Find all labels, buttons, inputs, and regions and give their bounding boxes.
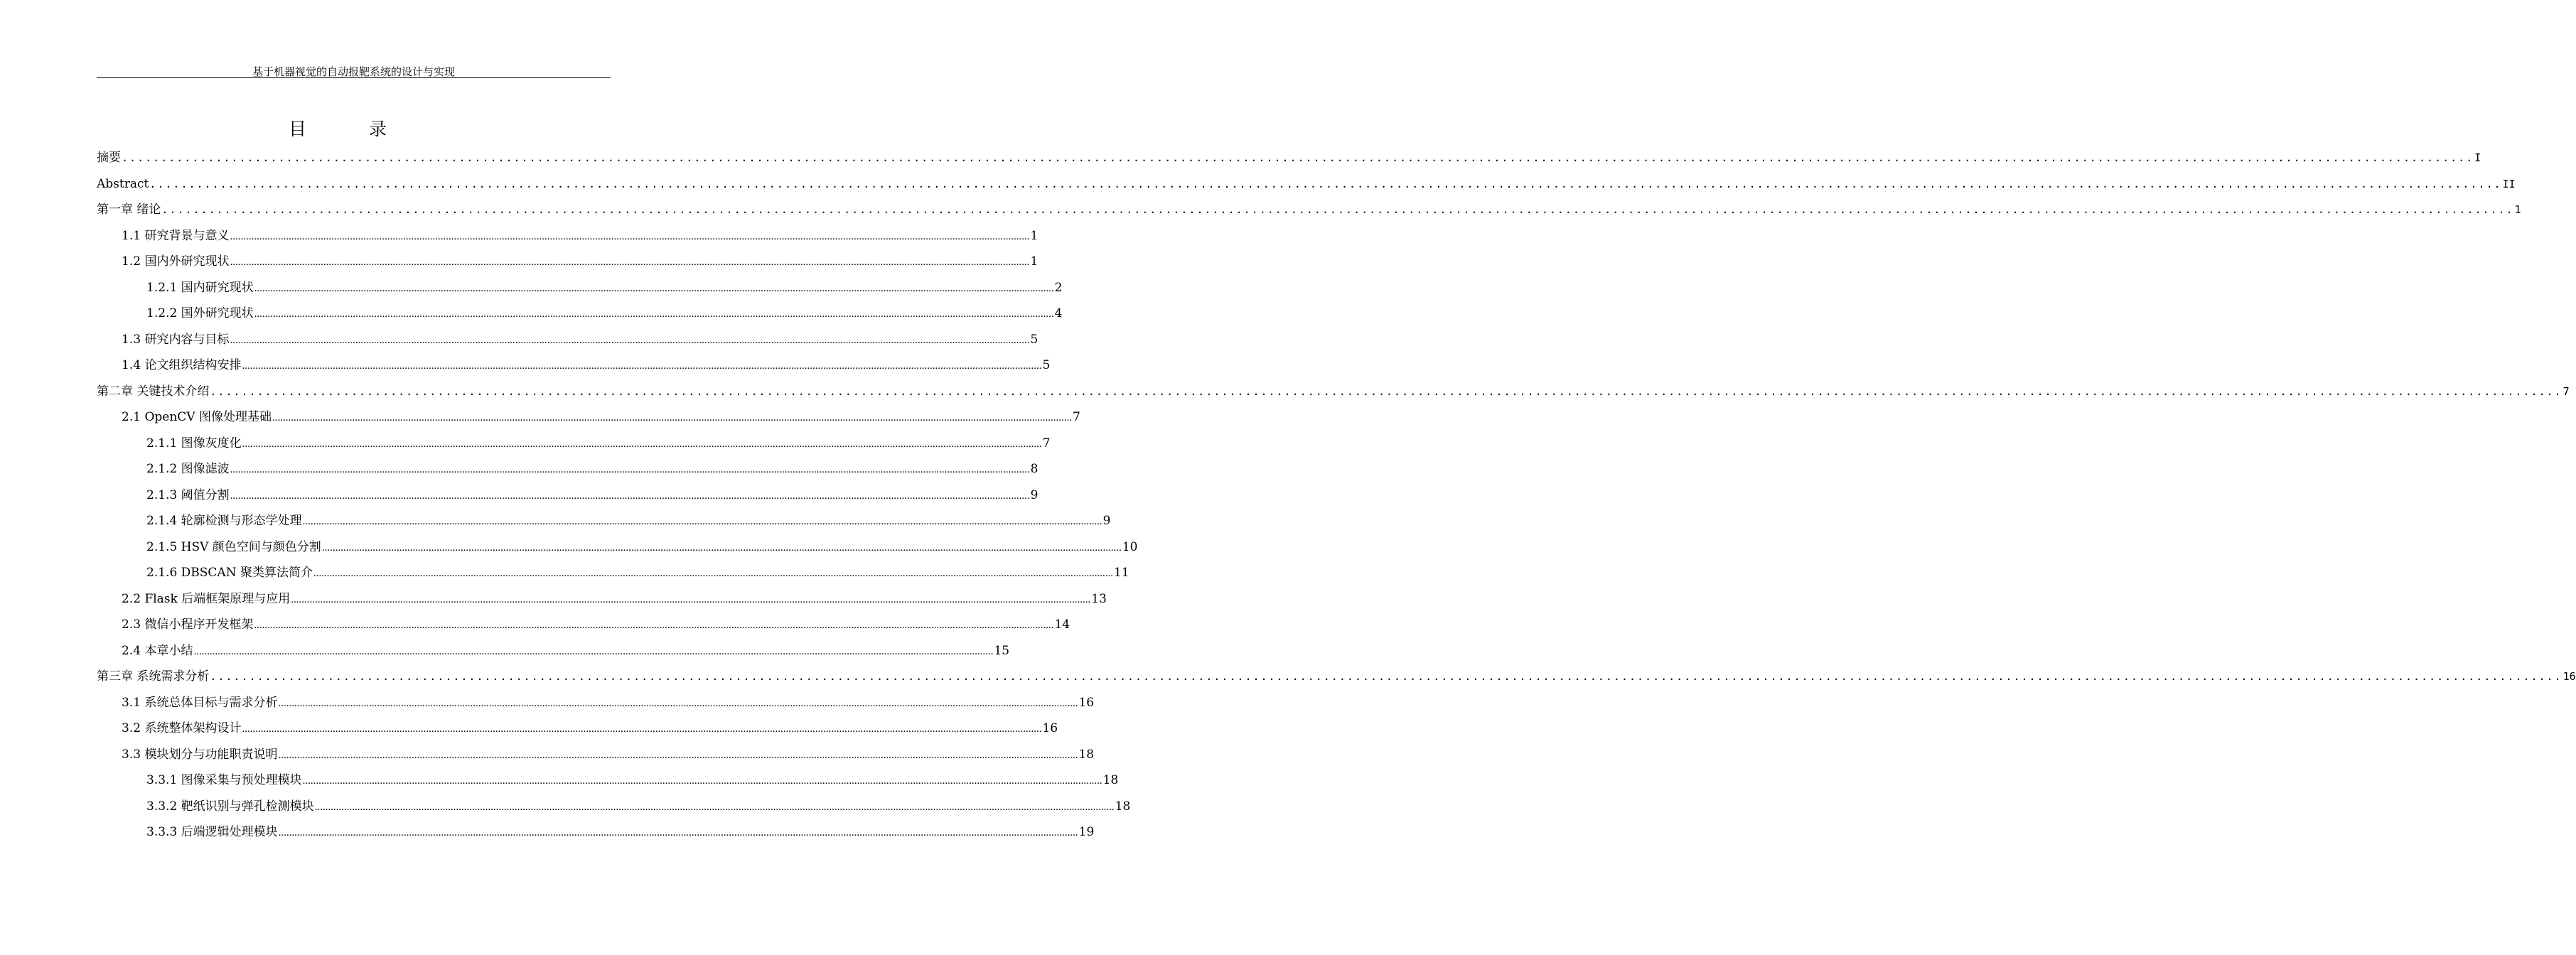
toc-entry[interactable] xyxy=(97,742,1095,768)
toc-entry-page: 16 xyxy=(2562,670,2576,683)
dot-leader: ............................................................................................................................................................................................................................................................................................................ xyxy=(314,801,1115,813)
toc-entry-page: 9 xyxy=(1102,514,1111,528)
toc-entry-page: 1 xyxy=(2514,203,2521,216)
toc-entry-page: 2 xyxy=(1054,280,1063,295)
toc-entry-label: Abstract xyxy=(97,176,149,191)
dot-leader: ............................................................................................................................................................................................................................................................................................................ xyxy=(321,541,1122,554)
toc-entry[interactable] xyxy=(97,819,1095,846)
toc-entry-label: 2.4 本章小结 xyxy=(122,643,193,658)
toc-entry-label: 2.1.5 HSV 颜色空间与颜色分割 xyxy=(146,539,321,554)
toc-entry-label: 1.2.1 国内研究现状 xyxy=(146,280,254,295)
toc-entry-label: 2.2 Flask 后端框架原理与应用 xyxy=(122,591,291,606)
dot-leader: ............................................................................................................................................................................................................................................................................................................ xyxy=(230,464,1030,475)
dot-leader: ............................................................................................................................................................................................................................................................................................................ xyxy=(291,593,1091,605)
dot-leader: ............................................................................................................................................................................................................................................................................................................ xyxy=(242,723,1042,735)
toc-entry[interactable] xyxy=(97,716,1058,742)
dot-leader: ............................................................................................................................................................................................................................................................................................................ xyxy=(313,568,1113,579)
running-header: 基于机器视觉的自动报靶系统的设计与实现 xyxy=(252,65,455,78)
dot-leader: ............................................................................................................................................................................................................................................................................................................ xyxy=(302,516,1102,527)
dot-leader: ............................................................................................................................................................................................................................................................................................................ xyxy=(210,384,2562,398)
toc-title: 目 录 xyxy=(289,119,415,139)
toc-entry[interactable] xyxy=(97,275,1063,301)
toc-entry-label: 3.3.3 后端逻辑处理模块 xyxy=(146,825,278,839)
toc-entry[interactable] xyxy=(97,197,2521,223)
toc-entry-page: I xyxy=(2474,151,2481,164)
dot-leader: ............................................................................................................................................................................................................................................................................................................ xyxy=(278,697,1078,709)
toc-entry[interactable] xyxy=(97,508,1111,534)
toc-entry-label: 3.3.1 图像采集与预处理模块 xyxy=(146,773,302,787)
toc-entry[interactable] xyxy=(97,404,1080,431)
toc-entry[interactable] xyxy=(97,352,1051,379)
toc-entry[interactable] xyxy=(97,379,2570,405)
dot-leader: ............................................................................................................................................................................................................................................................................................................ xyxy=(242,360,1042,372)
dot-leader: ............................................................................................................................................................................................................................................................................................................ xyxy=(302,775,1102,787)
toc-entry[interactable] xyxy=(97,794,1131,820)
dot-leader: ............................................................................................................................................................................................................................................................................................................ xyxy=(230,490,1030,502)
toc-entry-label: 1.3 研究内容与目标 xyxy=(122,332,230,347)
dot-leader: ............................................................................................................................................................................................................................................................................................................ xyxy=(193,645,994,657)
dot-leader: ............................................................................................................................................................................................................................................................................................................ xyxy=(278,749,1078,761)
dot-leader: ............................................................................................................................................................................................................................................................................................................ xyxy=(230,334,1030,346)
toc-entry-page: 7 xyxy=(2562,384,2570,398)
dot-leader: ............................................................................................................................................................................................................................................................................................................ xyxy=(230,257,1030,268)
toc-entry[interactable] xyxy=(97,327,1039,353)
toc-entry-page: 18 xyxy=(1078,747,1095,762)
toc-entry-label: 3.1 系统总体目标与需求分析 xyxy=(122,695,278,710)
toc-entry-label: 2.1.1 图像灰度化 xyxy=(146,436,242,450)
toc-entry[interactable] xyxy=(97,171,2516,198)
toc-entry[interactable] xyxy=(97,638,1010,664)
toc-entry-page: 15 xyxy=(994,643,1010,658)
toc-entry[interactable] xyxy=(97,301,1063,327)
toc-entry-page: 4 xyxy=(1054,306,1063,320)
toc-entry[interactable] xyxy=(97,586,1107,613)
toc-entry[interactable] xyxy=(97,664,2576,690)
toc-entry-page: 14 xyxy=(1054,617,1070,632)
toc-entry-page: 7 xyxy=(1072,410,1080,424)
dot-leader: ............................................................................................................................................................................................................................................................................................................ xyxy=(254,620,1054,631)
toc-entry[interactable] xyxy=(97,690,1095,716)
toc-entry-label: 第二章 关键技术介绍 xyxy=(97,384,210,399)
toc-entry-label: 2.1.6 DBSCAN 聚类算法简介 xyxy=(146,566,313,580)
toc-entry-page: 5 xyxy=(1030,332,1039,347)
toc-entry[interactable] xyxy=(97,767,1119,794)
toc-entry-label: 3.3 模块划分与功能职责说明 xyxy=(122,747,278,762)
dot-leader: ............................................................................................................................................................................................................................................................................................................ xyxy=(149,177,2502,190)
dot-leader: ............................................................................................................................................................................................................................................................................................................ xyxy=(242,438,1042,450)
toc-entry-label: 第三章 系统需求分析 xyxy=(97,669,210,684)
dot-leader: ............................................................................................................................................................................................................................................................................................................ xyxy=(254,308,1054,320)
toc-entry-page: 11 xyxy=(1114,566,1129,580)
dot-leader: ............................................................................................................................................................................................................................................................................................................ xyxy=(272,412,1072,423)
toc-entry[interactable] xyxy=(97,612,1070,638)
toc-entry-page: 5 xyxy=(1042,358,1051,372)
dot-leader: ............................................................................................................................................................................................................................................................................................................ xyxy=(254,282,1054,294)
dot-leader: ............................................................................................................................................................................................................................................................................................................ xyxy=(210,670,2562,683)
toc-entry[interactable] xyxy=(97,456,1039,482)
toc-entry-label: 摘要 xyxy=(97,151,121,165)
toc-entry-label: 2.1 OpenCV 图像处理基础 xyxy=(122,410,272,424)
toc-entry-label: 1.2 国内外研究现状 xyxy=(122,254,230,269)
toc-entry-page: 1 xyxy=(1030,254,1039,269)
dot-leader: ............................................................................................................................................................................................................................................................................................................ xyxy=(122,151,2474,164)
toc-entry-label: 2.1.4 轮廓检测与形态学处理 xyxy=(146,514,302,528)
dot-leader: ............................................................................................................................................................................................................................................................................................................ xyxy=(230,230,1030,242)
dot-leader: ............................................................................................................................................................................................................................................................................................................ xyxy=(278,827,1078,838)
toc-entry-label: 第一章 绪论 xyxy=(97,203,161,217)
toc-entry-label: 1.2.2 国外研究现状 xyxy=(146,306,254,320)
table-of-contents xyxy=(97,145,2576,846)
header-rule xyxy=(97,77,611,78)
toc-entry-label: 2.1.2 图像滤波 xyxy=(146,462,230,476)
toc-entry-page: 18 xyxy=(1102,773,1119,787)
toc-entry-page: 16 xyxy=(1078,695,1095,710)
toc-entry-page: 18 xyxy=(1115,799,1131,814)
toc-entry-page: 16 xyxy=(1042,721,1058,735)
toc-entry[interactable] xyxy=(97,482,1039,509)
toc-entry-page: 10 xyxy=(1122,539,1138,554)
dot-leader: ............................................................................................................................................................................................................................................................................................................ xyxy=(161,203,2514,216)
toc-entry[interactable] xyxy=(97,145,2481,171)
toc-entry[interactable] xyxy=(97,560,1129,586)
toc-entry-page: 7 xyxy=(1042,436,1051,450)
toc-entry-label: 2.1.3 阈值分割 xyxy=(146,487,230,502)
toc-entry-label: 1.4 论文组织结构安排 xyxy=(122,358,242,372)
toc-entry[interactable] xyxy=(97,223,1039,249)
toc-entry[interactable] xyxy=(97,431,1051,457)
toc-entry-page: 1 xyxy=(1030,228,1039,243)
toc-entry-label: 3.3.2 靶纸识别与弹孔检测模块 xyxy=(146,799,314,814)
toc-entry-label: 2.3 微信小程序开发框架 xyxy=(122,617,254,632)
toc-entry-page: II xyxy=(2502,177,2516,190)
toc-entry-page: 9 xyxy=(1030,487,1039,502)
toc-entry-page: 8 xyxy=(1030,462,1039,476)
toc-entry-page: 13 xyxy=(1091,591,1107,606)
toc-entry[interactable] xyxy=(97,249,1039,275)
toc-entry-label: 3.2 系统整体架构设计 xyxy=(122,721,242,735)
toc-entry[interactable] xyxy=(97,534,1138,561)
toc-entry-label: 1.1 研究背景与意义 xyxy=(122,228,230,243)
toc-entry-page: 19 xyxy=(1078,825,1095,839)
